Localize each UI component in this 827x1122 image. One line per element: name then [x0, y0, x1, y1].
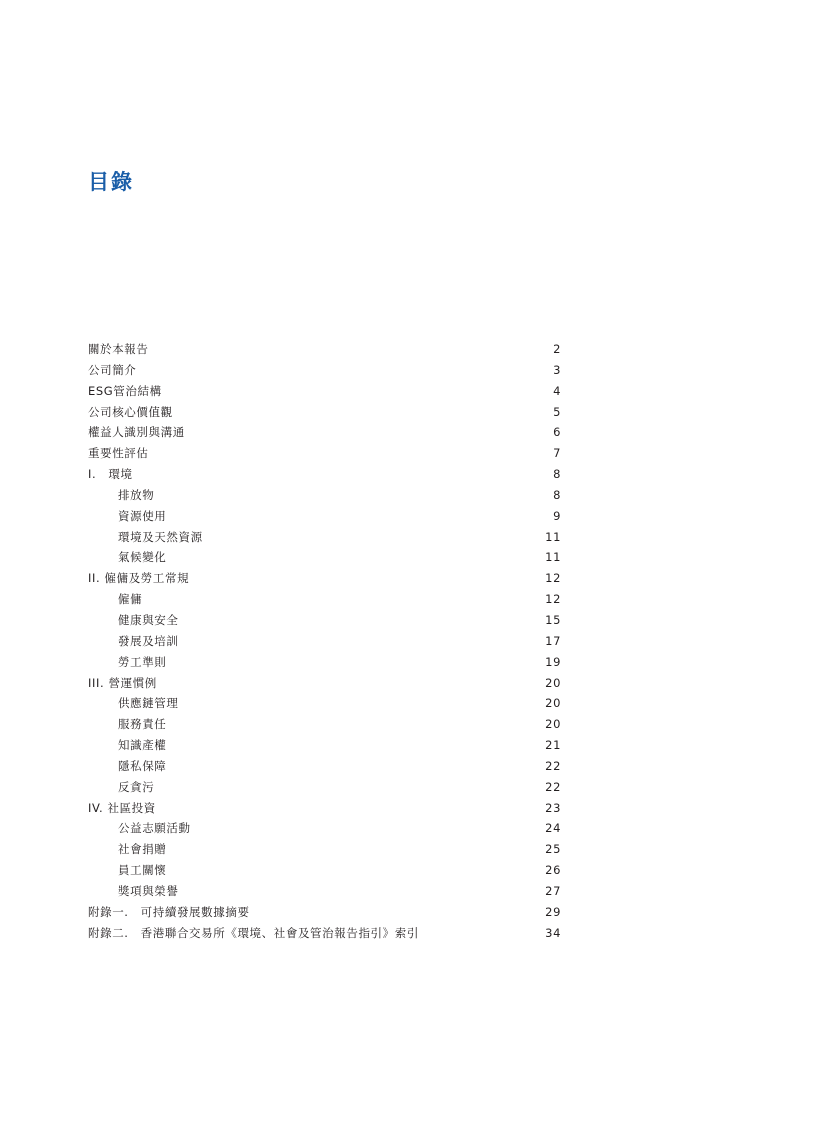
toc-entry-label: 知識產權: [118, 738, 167, 753]
toc-entry-label: 公司核心價值觀: [88, 404, 173, 419]
toc-entry-page: 17: [545, 633, 561, 648]
toc-entry-page: 3: [553, 362, 561, 377]
toc-entry-page: 2: [553, 342, 561, 356]
toc-entry-label: 獎項與榮譽: [118, 883, 179, 898]
toc-entry-page: 22: [545, 779, 561, 794]
toc-entry-label: 社會捐贈: [118, 842, 167, 857]
toc-entry-page: 9: [553, 508, 561, 523]
toc-entry-page: 27: [545, 883, 561, 898]
toc-entry-label: 勞工準則: [118, 654, 167, 669]
toc-entry-label: 服務責任: [118, 717, 167, 732]
toc-entry-label: 附錄一. 可持續發展數據摘要: [88, 904, 250, 919]
toc-subentry[interactable]: [88, 756, 561, 777]
toc-subentry[interactable]: [88, 485, 561, 506]
toc-subentry[interactable]: [88, 527, 561, 548]
toc-entry-page: 20: [545, 696, 561, 711]
toc-section-heading[interactable]: [88, 464, 561, 485]
toc-subentry[interactable]: [88, 881, 561, 902]
toc-section-heading[interactable]: [88, 568, 561, 589]
toc-entry-page: 8: [553, 467, 561, 482]
toc-entry-label: 公司簡介: [88, 362, 137, 377]
toc-entry[interactable]: [88, 339, 561, 360]
toc-section-heading[interactable]: [88, 798, 561, 819]
toc-entry-label: II. 僱傭及勞工常規: [88, 571, 190, 586]
toc-subentry[interactable]: [88, 589, 561, 610]
toc-entry-page: 24: [545, 821, 561, 836]
toc-entry-page: 4: [553, 383, 561, 398]
toc-entry-page: 25: [545, 842, 561, 857]
toc-subentry[interactable]: [88, 777, 561, 798]
toc-entry-label: 健康與安全: [118, 612, 179, 627]
toc-entry-page: 5: [553, 404, 561, 419]
toc-subentry[interactable]: [88, 860, 561, 881]
toc-subentry[interactable]: [88, 818, 561, 839]
toc-entry-page: 12: [545, 571, 561, 586]
toc-entry-page: 20: [545, 675, 561, 690]
toc-appendix-entry[interactable]: [88, 923, 561, 944]
toc-entry-label: 員工關懷: [118, 863, 167, 878]
toc-entry-page: 19: [545, 654, 561, 669]
toc-entry-label: 環境及天然資源: [118, 529, 203, 544]
toc-entry-page: 8: [553, 487, 561, 502]
toc-entry-label: III. 營運慣例: [88, 675, 157, 690]
toc-entry-page: 20: [545, 717, 561, 732]
toc-entry-page: 29: [545, 904, 561, 919]
toc-section-heading[interactable]: [88, 673, 561, 694]
toc-entry-page: 15: [545, 612, 561, 627]
toc-entry[interactable]: [88, 422, 561, 443]
toc-entry[interactable]: [88, 360, 561, 381]
toc-entry-label: 發展及培訓: [118, 633, 179, 648]
toc-subentry[interactable]: [88, 693, 561, 714]
table-of-contents: [88, 339, 561, 943]
toc-entry-label: 權益人識別與溝通: [88, 425, 185, 440]
toc-entry-label: IV. 社區投資: [88, 800, 156, 815]
toc-entry-page: 6: [553, 425, 561, 440]
page-title: 目錄: [88, 170, 134, 194]
toc-entry-page: 26: [545, 863, 561, 878]
toc-entry-label: 附錄二. 香港聯合交易所《環境、社會及管治報告指引》索引: [88, 925, 419, 940]
toc-entry-label: I. 環境: [88, 467, 133, 482]
toc-subentry[interactable]: [88, 610, 561, 631]
toc-entry-label: 公益志願活動: [118, 821, 191, 836]
toc-entry-label: 關於本報告: [88, 342, 149, 356]
toc-entry-page: 22: [545, 758, 561, 773]
toc-entry-label: 氣候變化: [118, 550, 167, 565]
toc-subentry[interactable]: [88, 652, 561, 673]
toc-subentry[interactable]: [88, 631, 561, 652]
toc-entry-label: 供應鏈管理: [118, 696, 179, 711]
toc-entry-page: 21: [545, 738, 561, 753]
toc-entry-page: 11: [545, 550, 561, 565]
toc-subentry[interactable]: [88, 506, 561, 527]
toc-entry-label: 資源使用: [118, 508, 167, 523]
toc-entry-label: 排放物: [118, 487, 155, 502]
toc-subentry[interactable]: [88, 714, 561, 735]
toc-subentry[interactable]: [88, 547, 561, 568]
toc-entry-label: 僱傭: [118, 592, 143, 607]
toc-entry-page: 11: [545, 529, 561, 544]
toc-entry-page: 7: [553, 446, 561, 461]
toc-entry[interactable]: [88, 443, 561, 464]
toc-subentry[interactable]: [88, 839, 561, 860]
toc-entry[interactable]: [88, 402, 561, 423]
toc-entry-label: 隱私保障: [118, 758, 167, 773]
toc-entry-label: 反貪污: [118, 779, 155, 794]
toc-entry-label: 重要性評估: [88, 446, 149, 461]
toc-entry-page: 12: [545, 592, 561, 607]
toc-appendix-entry[interactable]: [88, 902, 561, 923]
toc-entry-page: 23: [545, 800, 561, 815]
toc-subentry[interactable]: [88, 735, 561, 756]
toc-entry-label: ESG管治結構: [88, 383, 162, 398]
toc-entry-page: 34: [545, 925, 561, 940]
toc-entry[interactable]: [88, 381, 561, 402]
